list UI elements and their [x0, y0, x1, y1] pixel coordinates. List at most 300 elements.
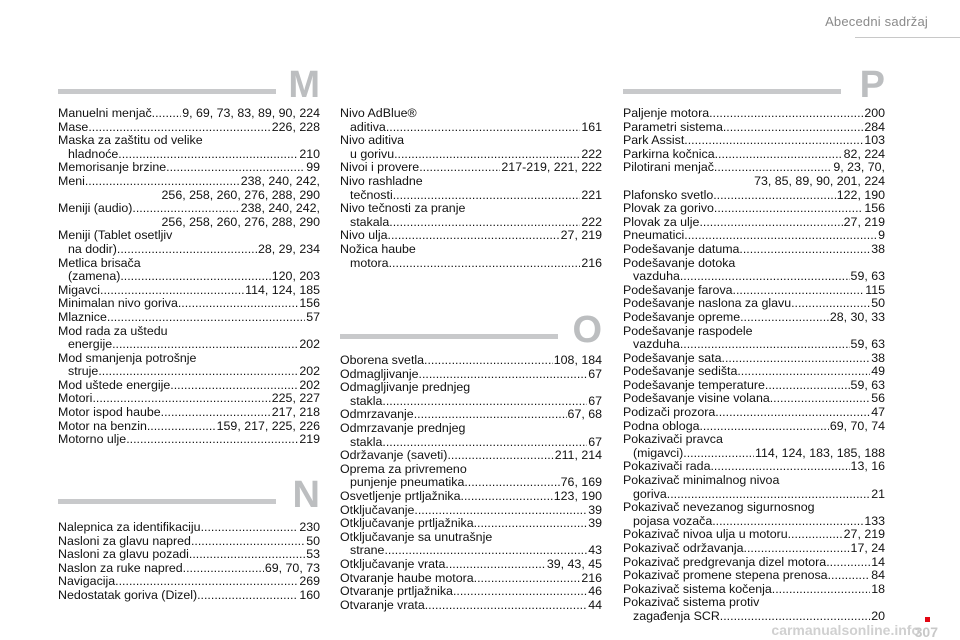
index-entry: [340, 490, 602, 504]
dot-leader: [414, 504, 587, 518]
entry-pages: 217-219, 221, 222: [501, 160, 602, 175]
dot-leader: [98, 365, 298, 379]
entry-label: vazduha: [633, 337, 680, 352]
entry-label: Podešavanje sata: [623, 350, 722, 365]
entry-pages: 50: [306, 533, 320, 548]
dot-leader: [393, 189, 581, 203]
entry-pages: 18: [871, 581, 885, 596]
index-entry: [623, 229, 885, 243]
dot-leader: [161, 406, 271, 420]
entry-label: Podešavanje visine volana: [623, 391, 770, 406]
dot-leader: [683, 447, 754, 461]
index-entry: [623, 352, 885, 366]
dot-leader: [723, 121, 863, 135]
entry-pages: 202: [299, 337, 320, 352]
index-list-p: [623, 107, 885, 624]
index-entry: [623, 569, 885, 583]
entry-label: pojasa vozača: [633, 513, 713, 528]
entry-pages: 76, 169: [560, 475, 602, 490]
dot-leader: [132, 202, 239, 216]
entry-pages: 226, 228: [271, 119, 320, 134]
index-entry: [340, 436, 602, 450]
entry-pages: 53: [306, 547, 320, 562]
index-entry: [58, 284, 320, 298]
section-letter-o: O: [572, 309, 602, 351]
entry-pages: 115: [865, 282, 885, 297]
dot-leader: [710, 460, 849, 474]
dot-leader: [680, 270, 850, 284]
entry-label: Otvaranje prtljažnika: [340, 584, 453, 599]
index-entry: [58, 521, 320, 535]
entry-pages: 27, 219: [560, 228, 602, 243]
entry-pages: 9: [878, 228, 885, 243]
index-entry: Podešavanje dotoka: [623, 255, 736, 270]
dot-leader: [389, 216, 580, 230]
entry-pages: 59, 63: [850, 269, 885, 284]
entry-pages: 156: [299, 296, 320, 311]
index-entry: Pokazivači pravca: [623, 432, 723, 447]
entry-label: Nasloni za glavu napred: [58, 533, 191, 548]
page-number: 307: [914, 624, 938, 640]
dot-leader: [733, 284, 865, 298]
index-entry: [623, 297, 885, 311]
index-entry: 256, 258, 260, 276, 288, 290: [161, 187, 320, 202]
entry-label: Podešavanje temperature: [623, 377, 765, 392]
dot-leader: [201, 521, 299, 535]
index-entry: [58, 297, 320, 311]
index-entry: [623, 161, 885, 175]
index-entry: [58, 406, 320, 420]
dot-leader: [715, 148, 843, 162]
entry-label: u gorivu: [350, 146, 395, 161]
index-entry: [58, 562, 320, 576]
index-entry: [623, 107, 885, 121]
index-entry: Odmagljivanje prednjeg: [340, 380, 471, 395]
dot-leader: [92, 392, 270, 406]
dot-leader: [166, 161, 305, 175]
header-rule: [855, 37, 960, 38]
index-entry: Nivo tečnosti za pranje: [340, 201, 466, 216]
dot-leader: [474, 517, 588, 531]
entry-label: Podešavanje farova: [623, 282, 733, 297]
index-entry: [58, 589, 320, 603]
dot-leader: [684, 134, 863, 148]
entry-label: Nalepnica za identifikaciju: [58, 520, 201, 534]
dot-leader: [147, 420, 216, 434]
dot-leader: [386, 121, 580, 135]
entry-label: vazduha: [633, 269, 680, 284]
dot-leader: [714, 161, 832, 175]
section-head-o: [340, 309, 602, 357]
dot-leader: [414, 408, 567, 422]
index-entry: [623, 216, 885, 230]
entry-pages: 38: [871, 350, 885, 365]
index-entry: [58, 433, 320, 447]
entry-pages: 230: [299, 520, 320, 534]
dot-leader: [170, 379, 298, 393]
index-entry: Nivo AdBlue®: [340, 106, 417, 120]
dot-leader: [684, 229, 877, 243]
index-entry: Pokazivač minimalnog nivoa: [623, 473, 780, 488]
index-entry: Nivo rashladne: [340, 173, 423, 188]
index-entry: [340, 585, 602, 599]
dot-leader: [445, 558, 546, 572]
index-entry: [58, 535, 320, 549]
entry-pages: 28, 29, 234: [257, 241, 320, 256]
index-entry: Meniji (Tablet osetljiv: [58, 228, 173, 243]
index-entry: [340, 189, 602, 203]
entry-pages: 46: [588, 584, 602, 599]
entry-pages: 67: [588, 366, 602, 381]
entry-pages: 222: [581, 214, 602, 229]
index-entry: Nožica haube: [340, 241, 416, 256]
dot-leader: [737, 365, 870, 379]
dot-leader: [788, 528, 843, 542]
entry-label: Podna obloga: [623, 418, 700, 433]
entry-pages: 56: [871, 391, 885, 406]
index-entry: Mod smanjenja potrošnje: [58, 350, 197, 365]
entry-label: Meni: [58, 173, 85, 188]
index-entry: [58, 338, 320, 352]
entry-pages: 202: [299, 377, 320, 392]
entry-label: Odmagljivanje: [340, 366, 419, 381]
index-entry: [340, 599, 602, 613]
dot-leader: [739, 243, 870, 257]
dot-leader: [474, 572, 581, 586]
index-entry: Oprema za privremeno: [340, 461, 467, 476]
entry-label: Otključavanje vrata: [340, 556, 446, 571]
entry-pages: 160: [299, 587, 320, 602]
entry-pages: 38: [871, 241, 885, 256]
entry-pages: 219: [299, 432, 320, 447]
index-entry: [340, 161, 602, 175]
index-entry: [340, 449, 602, 463]
section-bar: [58, 89, 276, 94]
entry-label: Odmrzavanje: [340, 407, 414, 422]
dot-leader: [680, 338, 850, 352]
section-letter-p: P: [859, 64, 885, 106]
entry-pages: 211, 214: [554, 448, 602, 463]
index-entry: [58, 121, 320, 135]
dot-leader: [772, 583, 870, 597]
index-list-n: [58, 521, 320, 603]
index-entry: [340, 476, 602, 490]
entry-pages: 13, 16: [850, 459, 885, 474]
index-entry: [340, 517, 602, 531]
index-entry: Otključavanje sa unutrašnje: [340, 529, 493, 544]
entry-label: Podešavanje naslona za glavu: [623, 296, 792, 311]
dot-leader: [382, 436, 587, 450]
entry-label: (migavci): [633, 445, 684, 460]
dot-leader: [770, 392, 870, 406]
entry-label: Podešavanje opreme: [623, 309, 741, 324]
entry-pages: 50: [871, 296, 885, 311]
entry-pages: 210: [299, 146, 320, 161]
dot-leader: [384, 544, 587, 558]
entry-pages: 27, 219: [843, 214, 885, 229]
index-entry: [58, 311, 320, 325]
index-entry: [623, 556, 885, 570]
dot-leader: [425, 599, 587, 613]
dot-leader: [189, 548, 305, 562]
dot-leader: [447, 449, 553, 463]
entry-pages: 269: [299, 574, 320, 589]
entry-label: Motor ispod haube: [58, 405, 161, 420]
entry-label: Nasloni za glavu pozadi: [58, 547, 189, 562]
watermark: carmanualsonline.info: [771, 622, 920, 638]
entry-label: Motor na benzin: [58, 418, 147, 433]
dot-leader: [667, 488, 870, 502]
entry-pages: 67, 68: [567, 407, 602, 422]
section-letter-n: N: [292, 474, 320, 516]
index-entry: [623, 134, 885, 148]
index-entry: [58, 107, 320, 121]
entry-label: Podešavanje sedišta: [623, 364, 738, 379]
entry-pages: 217, 218: [271, 405, 320, 420]
entry-label: Nivo ulja: [340, 228, 388, 243]
entry-label: na dodir): [68, 241, 117, 256]
index-entry: [623, 406, 885, 420]
dot-leader: [117, 243, 257, 257]
index-entry: [623, 311, 885, 325]
entry-pages: 17, 24: [850, 541, 885, 555]
index-entry: [58, 161, 320, 175]
entry-label: Oborena svetla: [340, 353, 425, 367]
entry-label: tečnosti: [350, 187, 393, 202]
entry-label: Motorno ulje: [58, 432, 127, 447]
dot-leader: [791, 297, 870, 311]
entry-label: energije: [68, 337, 113, 352]
index-list-o: [340, 354, 602, 612]
entry-label: Nedostatak goriva (Dizel): [58, 587, 198, 602]
dot-leader: [183, 562, 264, 576]
index-entry: [340, 148, 602, 162]
index-entry: Pokazivač sistema protiv: [623, 595, 760, 610]
dot-leader: [424, 354, 553, 368]
dot-leader: [419, 161, 500, 175]
dot-leader: [107, 311, 305, 325]
dot-leader: [722, 352, 871, 366]
dot-leader: [388, 229, 560, 243]
index-entry: [623, 392, 885, 406]
index-entry: [340, 121, 602, 135]
index-entry: Mod rada za uštedu: [58, 323, 168, 338]
index-entry: 73, 85, 89, 90, 201, 224: [754, 173, 885, 188]
dot-leader: [464, 476, 559, 490]
entry-pages: 49: [871, 364, 885, 379]
section-head-n: [58, 474, 320, 522]
section-bar: [58, 499, 276, 504]
entry-label: Mod uštede energije: [58, 377, 171, 392]
dot-leader: [389, 257, 581, 271]
entry-pages: 44: [588, 597, 602, 612]
index-entry: [623, 148, 885, 162]
index-entry: Podešavanje raspodele: [623, 323, 753, 338]
index-entry: [623, 243, 885, 257]
entry-label: Mase: [58, 119, 89, 134]
entry-label: Pneumatici: [623, 228, 685, 243]
index-entry: [340, 229, 602, 243]
entry-pages: 216: [581, 255, 602, 270]
entry-label: Park Assist: [623, 133, 685, 148]
entry-label: Održavanje (saveti): [340, 448, 448, 463]
entry-label: Otključavanje prtljažnika: [340, 516, 474, 531]
entry-label: Migavci: [58, 282, 100, 297]
entry-label: punjenje pneumatika: [350, 475, 465, 490]
entry-pages: 222: [581, 146, 602, 161]
entry-label: aditiva: [350, 119, 386, 134]
entry-label: (zamena): [68, 269, 121, 284]
dot-leader: [699, 216, 842, 230]
index-entry: [623, 528, 885, 542]
entry-pages: 133: [864, 513, 885, 528]
index-entry: [58, 270, 320, 284]
index-entry: [623, 189, 885, 203]
entry-pages: 123, 190: [553, 488, 602, 503]
index-entry: [58, 202, 320, 216]
entry-pages: 99: [306, 160, 320, 175]
index-entry: Metlica brisača: [58, 255, 141, 270]
page-marker: [925, 617, 930, 622]
entry-pages: 82, 224: [843, 146, 885, 161]
dot-leader: [828, 569, 871, 583]
entry-label: Pilotirani menjač: [623, 160, 714, 175]
entry-pages: 114, 124, 183, 185, 188: [755, 445, 885, 460]
dot-leader: [88, 121, 270, 135]
entry-pages: 120, 203: [271, 269, 320, 284]
dot-leader: [714, 202, 863, 216]
index-entry: Odmrzavanje prednjeg: [340, 420, 466, 435]
index-list-m: [58, 107, 320, 447]
index-entry: [340, 408, 602, 422]
entry-pages: 69, 70, 74: [829, 418, 885, 433]
entry-pages: 84: [871, 568, 885, 583]
entry-label: Plafonsko svetlo: [623, 187, 714, 202]
entry-pages: 284: [864, 119, 885, 134]
index-entry: [58, 392, 320, 406]
dot-leader: [197, 589, 298, 603]
entry-label: Memorisanje brzine: [58, 160, 167, 175]
entry-label: Otključavanje: [340, 502, 415, 517]
dot-leader: [152, 107, 182, 121]
index-entry: [623, 515, 885, 529]
index-entry: [340, 544, 602, 558]
index-list-n-cont: [340, 107, 602, 270]
dot-leader: [120, 270, 270, 284]
entry-label: Minimalan nivo goriva: [58, 296, 178, 311]
entry-pages: 200: [864, 106, 885, 120]
entry-pages: 67: [588, 434, 602, 449]
entry-label: Pokazivač sistema kočenja: [623, 581, 772, 596]
index-entry: [340, 368, 602, 382]
dot-leader: [715, 406, 870, 420]
index-entry: [623, 379, 885, 393]
entry-pages: 28, 30, 33: [829, 309, 885, 324]
dot-leader: [461, 490, 553, 504]
dot-leader: [118, 148, 298, 162]
dot-leader: [394, 148, 580, 162]
dot-leader: [699, 420, 828, 434]
dot-leader: [712, 515, 863, 529]
entry-pages: 216: [581, 570, 602, 585]
index-entry: [623, 270, 885, 284]
index-entry: [623, 338, 885, 352]
entry-pages: 221: [581, 187, 602, 202]
entry-pages: 161: [581, 119, 602, 134]
dot-leader: [765, 379, 850, 393]
index-entry: [623, 202, 885, 216]
entry-label: Naslon za ruke napred: [58, 560, 183, 575]
entry-pages: 69, 70, 73: [264, 560, 320, 575]
entry-pages: 27, 219: [843, 527, 885, 542]
dot-leader: [826, 556, 870, 570]
dot-leader: [112, 338, 298, 352]
entry-pages: 59, 63: [850, 377, 885, 392]
entry-label: zagađenja SCR: [633, 608, 720, 623]
index-entry: [340, 558, 602, 572]
index-entry: Maska za zaštitu od velike: [58, 133, 203, 148]
index-entry: [340, 257, 602, 271]
index-entry: [340, 354, 602, 368]
index-entry: [58, 148, 320, 162]
entry-label: Pokazivač promene stepena prenosa: [623, 568, 828, 583]
entry-label: Parametri sistema: [623, 119, 723, 134]
entry-label: Meniji (audio): [58, 201, 133, 216]
dot-leader: [419, 368, 588, 382]
entry-pages: 39, 43, 45: [546, 556, 602, 571]
dot-leader: [100, 284, 244, 298]
entry-label: Paljenje motora: [623, 106, 710, 120]
entry-pages: 238, 240, 242,: [240, 201, 320, 216]
entry-label: Pokazivač održavanja: [623, 541, 744, 555]
section-bar: [623, 89, 841, 94]
index-entry: [340, 216, 602, 230]
entry-pages: 9, 69, 73, 83, 89, 90, 224: [182, 106, 320, 120]
entry-label: Pokazivači rada: [623, 459, 711, 474]
entry-pages: 238, 240, 242,: [240, 173, 320, 188]
index-entry: [623, 542, 885, 556]
entry-label: strane: [350, 543, 385, 558]
index-entry: [623, 460, 885, 474]
entry-label: Plovak za gorivo: [623, 201, 714, 216]
dot-leader: [115, 575, 298, 589]
index-entry: [58, 243, 320, 257]
dot-leader: [126, 433, 298, 447]
entry-label: Osvetljenje prtljažnika: [340, 488, 461, 503]
entry-pages: 103: [864, 133, 885, 148]
entry-pages: 21: [871, 486, 885, 501]
entry-label: stakla: [350, 393, 383, 408]
index-entry: [623, 121, 885, 135]
index-entry: [340, 504, 602, 518]
entry-pages: 9, 23, 70,: [833, 160, 885, 175]
page-header-title: Abecedni sadržaj: [825, 14, 928, 29]
entry-label: Pokazivač predgrevanja dizel motora: [623, 554, 827, 569]
entry-pages: 159, 217, 225, 226: [216, 418, 320, 433]
entry-pages: 225, 227: [271, 391, 320, 406]
entry-label: Podizači prozora: [623, 405, 716, 420]
entry-pages: 14: [871, 554, 885, 569]
index-entry: [623, 420, 885, 434]
entry-label: stakla: [350, 434, 383, 449]
entry-pages: 114, 124, 185: [245, 282, 320, 297]
index-entry: 256, 258, 260, 276, 288, 290: [161, 214, 320, 229]
entry-pages: 122, 190: [836, 187, 885, 202]
index-entry: [58, 365, 320, 379]
entry-label: hladnoće: [68, 146, 119, 161]
index-entry: [58, 575, 320, 589]
entry-label: Motori: [58, 391, 93, 406]
